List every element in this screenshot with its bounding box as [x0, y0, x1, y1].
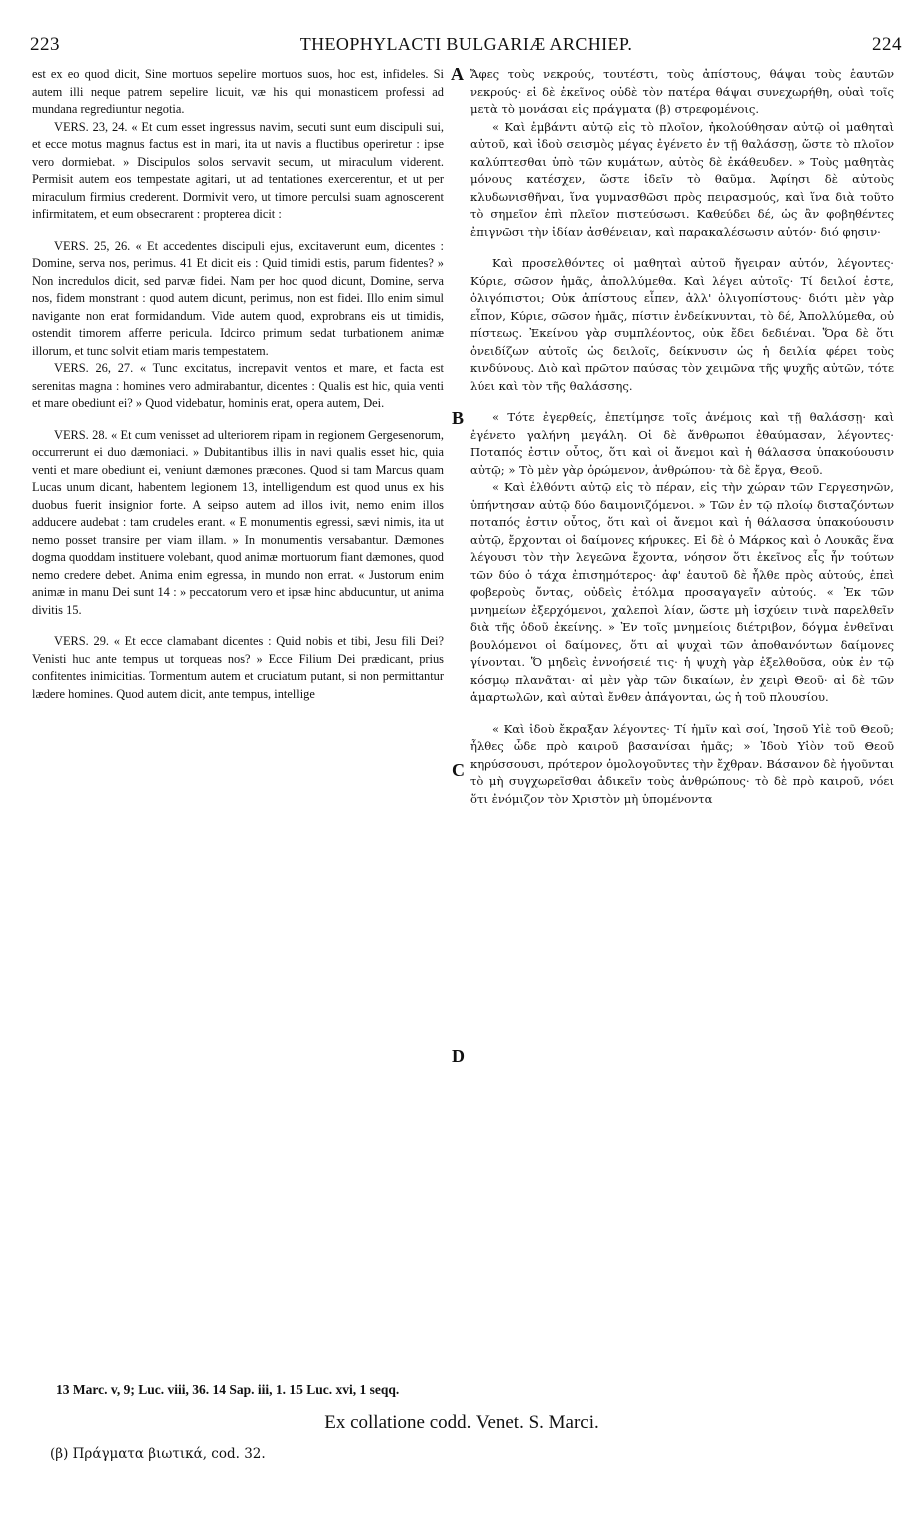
running-title: THEOPHYLACTI BULGARIÆ ARCHIEP. — [299, 34, 633, 54]
footnotes: 13 Marc. v, 9; Luc. viii, 36. 14 Sap. iii, 1. 15 Luc. xvi, 1 seqq. — [56, 1382, 400, 1397]
right-page-number: 224 — [872, 34, 902, 55]
left-page-number: 223 — [30, 34, 60, 55]
margin-mark-a: A — [451, 64, 464, 84]
margin-mark-c: C — [452, 760, 465, 780]
greek-paragraph-2: « Καὶ ἐμβάντι αὐτῷ εἰς τὸ πλοῖον, ἠκολούθησαν αὐτῷ οἱ μαθηταὶ αὐτοῦ, καὶ ἰδοὺ σεισμὸς μέγας ἐγένετο ἐν τῇ θαλάσσῃ, ὥστε τὸ πλοῖον καλύπτεσθαι ὑπὸ τῶν κυμάτων, αὐτὸς δὲ ἐκάθευδεν. » Τοὺς μαθητὰς μόνους κατέσχεν, ὥστε ἰδεῖν τὸ θαῦμα. Ἀφίησι δὲ αὐτοὺς κλυδωνισθῆναι, ἵνα γυμνασθῶσι πρὸς πειρασμούς, καὶ ἵνα διὰ τοῦτο τὸ σημεῖον ἐπὶ πλεῖον πιστεύσωσι. Καθεύδει δέ, ὡς ἂν φοβηθέντες ἐπιγνῶσι τὴν ἰδίαν ἀσθένειαν, καὶ παρακαλέσωσιν αὐτόν· διό φησιν· — [470, 119, 894, 239]
latin-paragraph-4: VERS. 26, 27. « Tunc excitatus, increpavit ventos et mare, et facta est serenitas magna : homines vero admirabantur, dicentes : Qualis est hic, quia venti et mare obediunt ei? » Quod videbatur, hominis erat, opera autem, Dei. — [32, 361, 444, 410]
margin-mark-d: D — [452, 1046, 465, 1066]
greek-paragraph-5: « Καὶ ἐλθόντι αὐτῷ εἰς τὸ πέραν, εἰς τὴν χώραν τῶν Γεργεσηνῶν, ὑπήντησαν αὐτῷ δύο δαιμονιζόμενοι. » Τῶν ἐν τῷ πλοίῳ δισταζόντων ποταπός ἐστιν οὗτος, ὅτι καὶ οἱ ἄνεμοι καὶ ἡ θάλασσα ὑπακούουσιν αὐτῷ, ἔρχονται οἱ δαίμονες κήρυκες. Εἰ δὲ ὁ Μάρκος καὶ ὁ Λουκᾶς ἕνα λέγουσι τὸν τὴν λεγεῶνα ἔχοντα, νόησον ὅτι ἐκεῖνος εἷς ἦν τούτων τῶν δύο ὁ τάχα ἐπισημότερος· ἀφ' ἑαυτοῦ δὲ ἦλθε πρὸς αὐτούς, ἐπεὶ φοβεροὺς ὄντας, οὐδεὶς ἐτόλμα προσαγαγεῖν αὐτούς. « Ἐκ τῶν μνημείων ἐξερχόμενοι, χαλεποὶ λίαν, ὥστε μὴ ἰσχύειν τινὰ παρελθεῖν διὰ τῆς ὁδοῦ ἐκείνης. » Ἐν τοῖς μνημείοις διέτριβον, δόγμα ἐνθεῖναι βουλόμενοι οἱ δαίμονες, ὅτι αἱ ψυχαὶ τῶν ἀποθανόντων δαίμονες γίνονται. Ὅ μηδεὶς ἐννοήσειέ τις· ἡ ψυχὴ γὰρ ἐξελθοῦσα, οὐκ ἐν τῷ κόσμῳ πλανᾶται· αἱ μὲν γὰρ τῶν δικαίων, ἐν χειρὶ Θεοῦ· αἱ δὲ τῶν ἁμαρτωλῶν, καὶ αὐταὶ ἔνθεν ἀπάγονται, ὡς ἡ τοῦ πλουσίου. — [470, 480, 894, 704]
collation-note: Ex collatione codd. Venet. S. Marci. — [324, 1412, 599, 1433]
latin-paragraph-2: VERS. 23, 24. « Et cum esset ingressus navim, secuti sunt eum discipuli sui, et ecce motus magnus factus est in mari, ita ut navis a fluctibus operiretur : ipse vero dormiebat. » Discipulos solos servavit secum, ut miraculum viderent. Permisit autem eos tempestate agitari, ut ad tentationes exercerentur, et ut per miraculum firmius crederent. Dormivit vero, ut timore perculsi suam agnoscerent infirmitatem, et eum obsecrarent : propterea dicit : — [32, 119, 444, 221]
latin-paragraph-3: VERS. 25, 26. « Et accedentes discipuli ejus, excitaverunt eum, dicentes : Domine, serva nos, perimus. 41 Et dicit eis : Quid timidi estis, parum fidentes? » Non incredulos dicit, sed parvæ fidei. Nam per hoc quod dicunt, Domine, serva nos, fidem monstrant : quod autem dicunt, perimus, non est fidei. Illo enim simul navigante non erat formidandum. Vide autem quod, exprobrans eis ut timidis, ostendit timorem afferre pericula. Idcirco primum sedat turbationem animæ illorum, et tunc solvit etiam maris tempestatem. — [32, 238, 444, 358]
greek-paragraph-3: Καὶ προσελθόντες οἱ μαθηταὶ αὐτοῦ ἤγειραν αὐτόν, λέγοντες· Κύριε, σῶσον ἡμᾶς, ἀπολλύμεθα. Καὶ λέγει αὐτοῖς· Τί δειλοί ἐστε, ὀλιγόπιστοι; Οὐκ ἀπίστους εἶπεν, ἀλλ' ὀλιγοπίστους· διότι μὲν γὰρ εἶπον, Κύριε, σῶσον ἡμᾶς, πίστιν ἐνδείκνυνται, τὸ δέ, Ἀπολλύμεθα, οὐ πίστεως. Ἐκείνου γὰρ συμπλέοντος, οὐκ ἔδει δεδιέναι. Ὅρα δὲ ὅτι ὀνειδίζων αὐτοῖς ὡς δειλοῖς, δείκνυσιν ὡς ἡ δειλία φέρει τοὺς κινδύνους. Διὸ καὶ πρῶτον παύσας τὸν χειμῶνα τῆς ψυχῆς αὐτῶν, τότε λύει καὶ τὸν τῆς θαλάσσης. — [470, 256, 894, 393]
greek-paragraph-4: « Τότε ἐγερθείς, ἐπετίμησε τοῖς ἀνέμοις καὶ τῇ θαλάσσῃ· καὶ ἐγένετο γαλήνη μεγάλη. Οἱ δὲ ἄνθρωποι ἐθαύμασαν, λέγοντες· Ποταπός ἐστιν οὗτος, ὅτι καὶ οἱ ἄνεμοι καὶ ἡ θάλασσα ὑπακούουσιν αὐτῷ; » Τὸ μὲν γὰρ ὁρώμενον, ἀνθρώπου· τὰ δὲ ἔργα, Θεοῦ. — [470, 410, 894, 477]
latin-paragraph-1: est ex eo quod dicit, Sine mortuos sepelire mortuos suos, hoc est, infideles. Si autem illi neque patrem sepelire licuit, væ his qui monasticem professi ad mundana regrediuntur negotia. — [32, 67, 444, 116]
page-header — [30, 34, 902, 60]
latin-column — [32, 66, 444, 703]
greek-column — [470, 66, 894, 808]
latin-paragraph-5: VERS. 28. « Et cum venisset ad ulteriorem ripam in regionem Gergesenorum, occurrerunt ei duo dæmoniaci. » Dubitantibus illis in navi qualis esset hic, quia venti et mare obediunt ei, veniunt dæmones præcones. Quod si tam Marcus quam Lucas unum dicant, habentem legionem 13, intelligendum est quod unus ex his duobus fuerit insignior forte. A seipso autem ad illos ivit, nemo enim illos adducere audebat : tam crudeles erant. « E monumentis egressi, sævi nimis, ita ut nemo posset transire per viam illam. » In monumentis versabantur. Dæmones dogma quoddam instituere volebant, quod animæ mortuorum fiant dæmones, quod nemo credere debet. Anima enim egressa, in mundo non errat. « Justorum enim animæ in manu Dei sunt 14 : » peccatorum vero et ipsæ hinc abducuntur, ut anima divitis 15. — [32, 427, 444, 617]
greek-paragraph-6: « Καὶ ἰδοὺ ἔκραξαν λέγοντες· Τί ἡμῖν καὶ σοί, Ἰησοῦ Υἱὲ τοῦ Θεοῦ; ἦλθες ὧδε πρὸ καιροῦ βασανίσαι ἡμᾶς; » Ἰδοὺ Υἱὸν τοῦ Θεοῦ κηρύσσουσι, πρότερον ὁμολογοῦντες τὴν ἔχθραν. Βάσανον δὲ ἡγοῦνται τὸ μὴ συγχωρεῖσθαι ἀδικεῖν τοὺς ἀνθρώπους· τὸ δὲ πρὸ καιροῦ, νόει ὅτι ἐνόμιζον τὸν Χριστὸν μὴ ὑπομένοντα — [470, 721, 894, 806]
latin-paragraph-6: VERS. 29. « Et ecce clamabant dicentes : Quid nobis et tibi, Jesu fili Dei? Venisti huc ante tempus ut torqueas nos? » Ecce Filium Dei prædicant, prius confitentes inimicitias. Tormentum autem et cruciatum putant, si non permittantur lædere homines. Quod autem dicit, ante tempus, intellige — [32, 634, 444, 701]
greek-paragraph-1: Ἄφες τοὺς νεκρούς, τουτέστι, τοὺς ἀπίστους, θάψαι τοὺς ἑαυτῶν νεκρούς· εἰ δὲ ἐκεῖνος οὐδὲ τὸν πατέρα θάψαι συνεχωρήθη, οὐαὶ τοῖς μετὰ τὸ μονάσαι εἰς πράγματα (β) στρεφομένοις. — [470, 67, 894, 116]
margin-mark-b: B — [452, 408, 465, 428]
variant-note: (β) Πράγματα βιωτικά, cod. 32. — [50, 1446, 266, 1462]
